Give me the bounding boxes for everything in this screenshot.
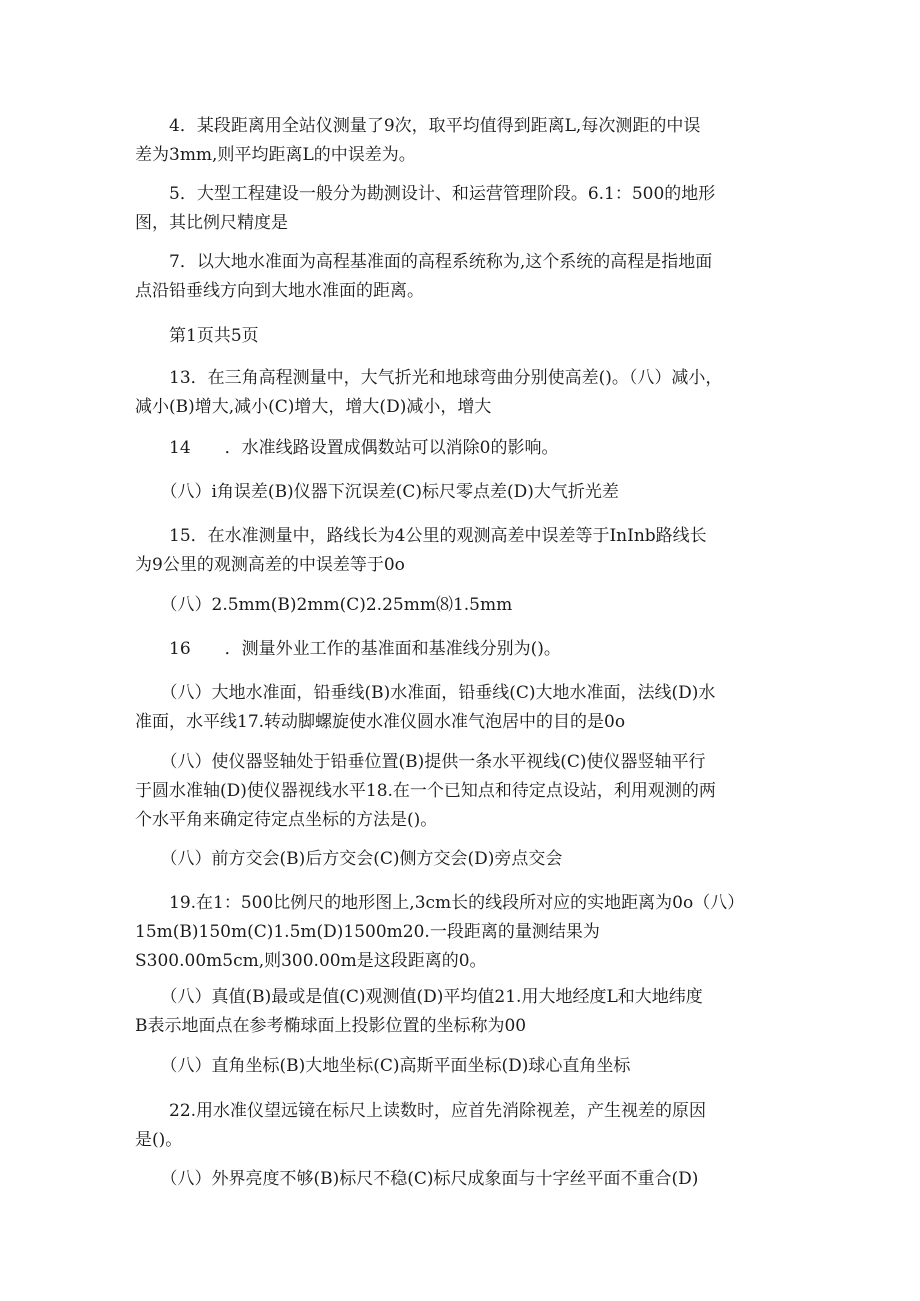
question-18-options bbox=[135, 845, 795, 874]
question-14 bbox=[135, 434, 795, 463]
text-line: 15m(B)150m(C)1.5m(D)1500m20.一段距离的量测结果为 bbox=[135, 922, 600, 942]
question-16 bbox=[135, 635, 795, 664]
question-22 bbox=[135, 1097, 795, 1155]
text-line: 点沿铅垂线方向到大地水准面的距离。 bbox=[135, 281, 424, 301]
text-line: 4．某段距离用全站仪测量了9次，取平均值得到距离L,每次测距的中误 bbox=[135, 116, 701, 136]
text-line: 16 ．测量外业工作的基准面和基准线分别为()。 bbox=[135, 639, 561, 659]
question-15 bbox=[135, 522, 795, 580]
question-7 bbox=[135, 248, 795, 306]
question-5-6 bbox=[135, 180, 795, 238]
question-19-20 bbox=[135, 889, 795, 976]
question-22-options bbox=[135, 1165, 795, 1194]
page-marker bbox=[135, 322, 795, 351]
text-line: （八）大地水准面，铅垂线(B)水准面，铅垂线(C)大地水准面，法线(D)水 bbox=[135, 683, 716, 703]
text-line: 14 ．水准线路设置成偶数站可以消除0的影响。 bbox=[135, 438, 559, 458]
question-21-options bbox=[135, 1052, 795, 1081]
text-line: （八）外界亮度不够(B)标尺不稳(C)标尺成象面与十字丝平面不重合(D) bbox=[135, 1169, 699, 1189]
text-line: 减小(B)增大,减小(C)增大，增大(D)减小，增大 bbox=[135, 397, 492, 417]
text-line: B表示地面点在参考椭球面上投影位置的坐标称为00 bbox=[135, 1016, 527, 1036]
text-line: 为9公里的观测高差的中误差等于0o bbox=[135, 555, 405, 575]
text-line: 22.用水准仪望远镜在标尺上读数时，应首先消除视差，产生视差的原因 bbox=[135, 1101, 707, 1121]
text-line: 准面，水平线17.转动脚螺旋使水准仪圆水准气泡居中的目的是0o bbox=[135, 712, 626, 732]
question-16-options-17 bbox=[135, 679, 795, 737]
text-line: 5．大型工程建设一般分为勘测设计、和运营管理阶段。6.1：500的地形 bbox=[135, 184, 716, 204]
text-line: 13．在三角高程测量中，大气折光和地球弯曲分别使高差()。（八）减小， bbox=[135, 368, 723, 388]
text-line: 19.在1：500比例尺的地形图上,3cm长的线段所对应的实地距离为0o（八） bbox=[135, 893, 745, 913]
question-14-options bbox=[135, 478, 795, 507]
text-line: （八）真值(B)最或是值(C)观测值(D)平均值21.用大地经度L和大地纬度 bbox=[135, 987, 703, 1007]
text-line: 第1页共5页 bbox=[135, 326, 259, 346]
text-line: 15．在水准测量中，路线长为4公里的观测高差中误差等于InInb路线长 bbox=[135, 526, 707, 546]
text-line: 是()。 bbox=[135, 1130, 183, 1150]
text-line: （八）直角坐标(B)大地坐标(C)高斯平面坐标(D)球心直角坐标 bbox=[135, 1056, 631, 1076]
text-line: 差为3mm,则平均距离L的中误差为。 bbox=[135, 145, 416, 165]
question-15-options bbox=[135, 591, 795, 620]
text-line: 于圆水准轴(D)使仪器视线水平18.在一个已知点和待定点设站，利用观测的两 bbox=[135, 781, 716, 801]
question-20-options-21 bbox=[135, 983, 795, 1041]
text-line: 个水平角来确定待定点坐标的方法是()。 bbox=[135, 810, 438, 830]
text-line: S300.00m5cm,则300.00m是这段距离的0。 bbox=[135, 951, 487, 971]
question-13 bbox=[135, 364, 795, 422]
text-line: （八）i角误差(B)仪器下沉误差(C)标尺零点差(D)大气折光差 bbox=[135, 482, 619, 502]
text-line: （八）使仪器竖轴处于铅垂位置(B)提供一条水平视线(C)使仪器竖轴平行 bbox=[135, 752, 706, 772]
text-line: （八）2.5mm(B)2mm(C)2.25mm⑻1.5mm bbox=[135, 595, 513, 615]
question-4 bbox=[135, 112, 795, 170]
question-17-options-18 bbox=[135, 748, 795, 835]
text-line: 7．以大地水准面为高程基准面的高程系统称为,这个系统的高程是指地面 bbox=[135, 252, 713, 272]
text-line: 图，其比例尺精度是 bbox=[135, 213, 288, 233]
text-line: （八）前方交会(B)后方交会(C)侧方交会(D)旁点交会 bbox=[135, 849, 563, 869]
